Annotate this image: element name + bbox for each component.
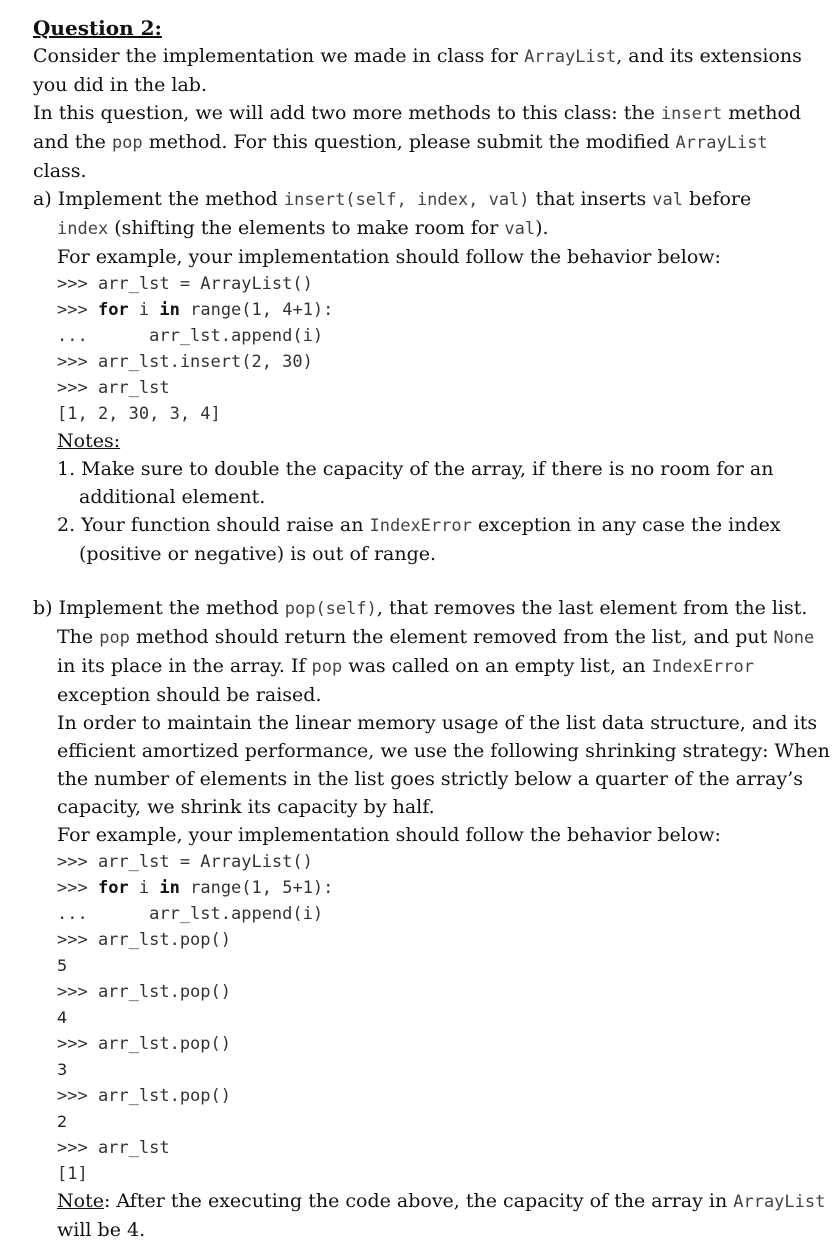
note-1-line-1: 1. Make sure to double the capacity of the array, if there is no room for an [57,458,774,480]
text: In this question, we will add two more methods to this class: the [33,102,661,124]
note-label: Note [57,1190,104,1212]
code-line: >>> arr_lst.pop() [57,1086,231,1106]
intro-line-3 [33,99,823,128]
spacer [33,568,823,594]
code-inline: None [773,628,815,648]
intro-line-1 [33,42,823,71]
part-b-line-1 [33,594,823,623]
text: 2. Your function should raise an [57,514,370,536]
code-text: i [128,878,160,898]
final-note-line-2: will be 4. [57,1219,146,1241]
code-inline: ArrayList [733,1192,826,1212]
keyword: in [159,878,180,898]
code-inline: val [652,190,683,210]
text: ). [535,217,549,239]
code-inline: pop(self) [284,599,377,619]
part-b-line-6: efficient amortized performance, we use the following shrinking strategy: When [57,740,830,762]
text: exception in any case the index [471,514,781,536]
code-line: >>> arr_lst = ArrayList() [57,274,313,294]
code-line [33,297,823,323]
keyword: for [97,300,129,320]
text: method. For this question, please submit the modified [142,131,676,153]
code-inline: ArrayList [675,133,768,153]
part-b-line-7: the number of elements in the list goes strictly below a quarter of the array’s [57,768,803,790]
note-2-line-2: (positive or negative) is out of range. [79,543,437,565]
part-b-line-5: In order to maintain the linear memory usage of the list data structure, and its [57,712,818,734]
code-inline: ArrayList [524,47,617,67]
question-heading: Question 2: [33,16,162,40]
code-inline: val [504,219,536,239]
text: and the [33,131,112,153]
code-inline: pop [111,133,143,153]
code-inline: pop [99,628,130,648]
code-text: i [128,300,160,320]
part-b-example-intro: For example, your implementation should follow the behavior below: [57,824,721,846]
code-output: 4 [57,1008,68,1027]
code-text: >>> [57,878,98,898]
code-text: range(1, 5+1): [179,878,334,898]
code-line: >>> arr_lst [57,1138,170,1158]
text: was called on an empty list, an [342,655,652,677]
code-text: range(1, 4+1): [179,300,334,320]
text: method should return the element removed from the list, and put [129,626,774,648]
code-inline: IndexError [651,657,754,677]
document [33,14,830,1244]
code-line: >>> arr_lst [57,378,170,398]
intro-line-4 [33,128,823,157]
code-inline: index [57,219,109,239]
final-note-line-1 [33,1187,826,1216]
part-a-line-1 [33,185,823,214]
note-1-line-2: additional element. [79,486,266,508]
code-output: [1, 2, 30, 3, 4] [57,404,221,424]
text: (shifting the elements to make room for [108,217,505,239]
code-line: ... arr_lst.append(i) [57,904,324,924]
text: The [57,626,100,648]
code-line: ... arr_lst.append(i) [57,326,324,346]
text: Consider the implementation we made in class for [33,45,525,67]
text: in its place in the array. If [57,655,312,677]
part-a-example-intro: For example, your implementation should follow the behavior below: [57,246,721,268]
code-line: >>> arr_lst.insert(2, 30) [57,352,313,372]
text: , and its extensions [616,45,802,67]
code-output: 3 [57,1060,68,1079]
keyword: in [159,300,180,320]
text: that inserts [529,188,653,210]
notes-label: Notes: [57,430,121,452]
part-a-line-2 [33,214,823,243]
code-line: >>> arr_lst.pop() [57,930,231,950]
code-output: [1] [57,1164,88,1184]
text: before [682,188,752,210]
part-b-line-8: capacity, we shrink its capacity by half. [57,796,435,818]
text: method [722,102,802,124]
code-inline: IndexError [369,516,472,536]
intro-line-5: class. [33,160,87,182]
code-line [33,875,823,901]
part-b-line-3 [33,652,823,681]
code-output: 5 [57,956,68,975]
keyword: for [97,878,129,898]
text: a) Implement the method [33,188,284,210]
text: b) Implement the method [33,597,285,619]
intro-line-2: you did in the lab. [33,74,208,96]
code-line: >>> arr_lst.pop() [57,1034,231,1054]
text: : After the executing the code above, the capacity of the array in [103,1190,734,1212]
code-text: >>> [57,300,98,320]
code-inline: insert [660,104,723,124]
code-line: >>> arr_lst = ArrayList() [57,852,313,872]
part-b-line-2 [33,623,823,652]
note-2-line-1 [33,511,823,540]
text: , that removes the last element from the list. [376,597,808,619]
part-b-line-4: exception should be raised. [57,684,322,706]
code-inline: pop [311,657,343,677]
code-inline: insert(self, index, val) [283,190,530,210]
code-line: >>> arr_lst.pop() [57,982,231,1002]
code-output: 2 [57,1112,68,1131]
